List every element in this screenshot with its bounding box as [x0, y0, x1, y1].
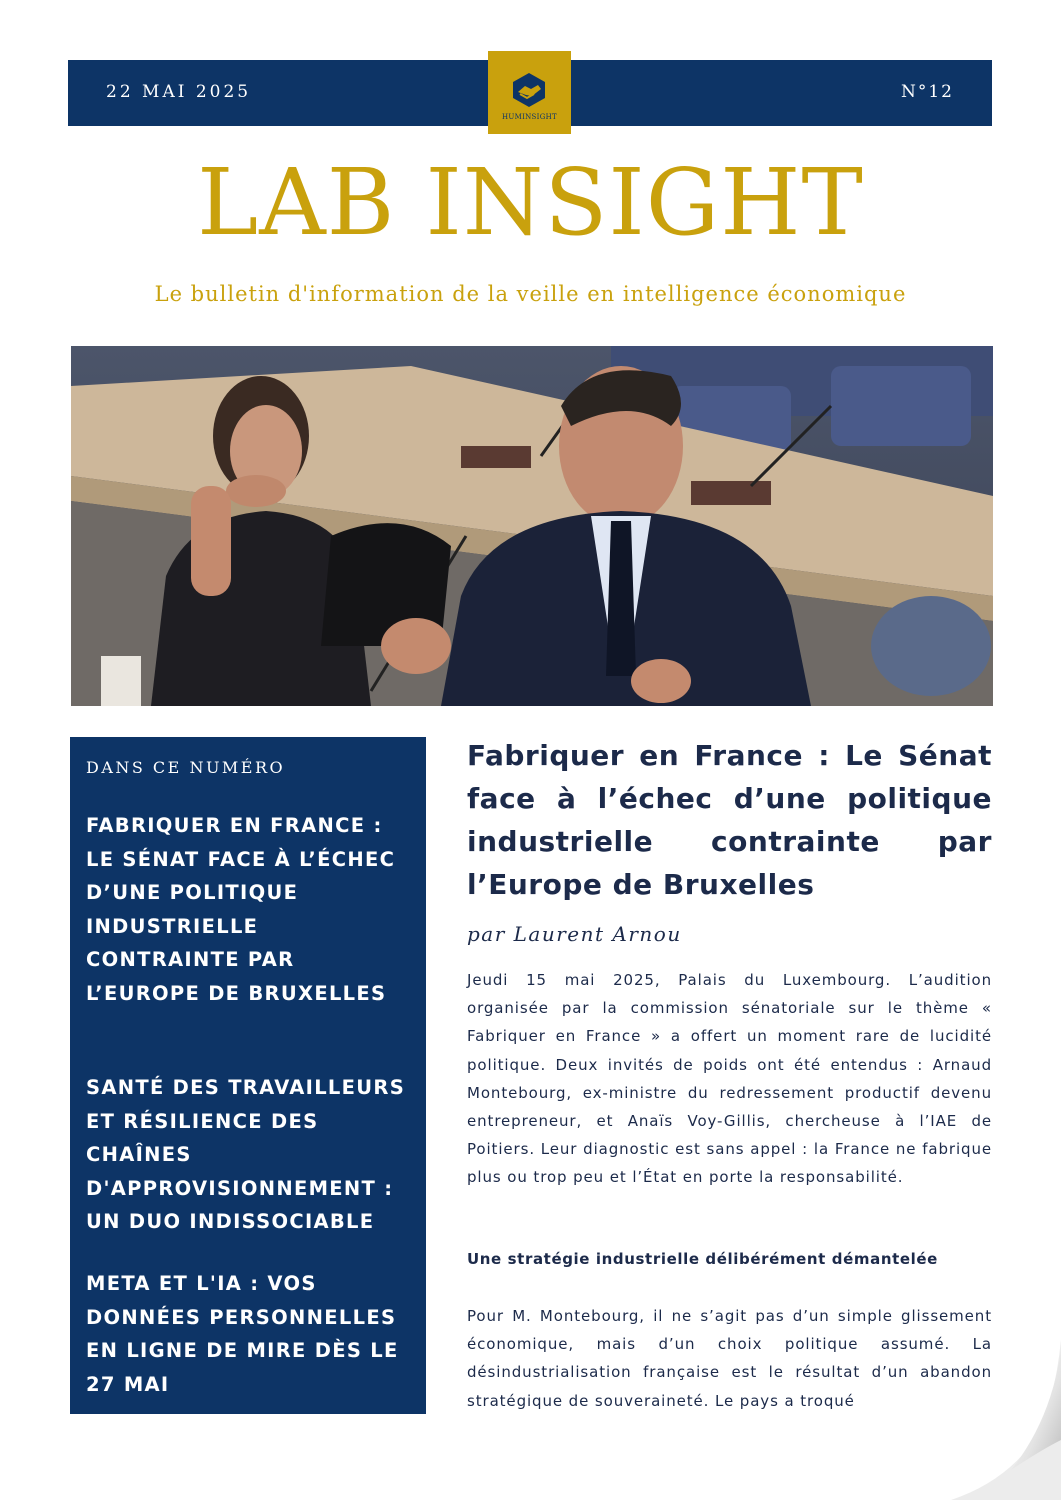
contents-sidebar [70, 737, 426, 1414]
issue-number: N°12 [900, 82, 954, 102]
logo-wordmark: HUMINSIGHT [502, 113, 557, 121]
contents-heading: DANS CE NUMÉRO [86, 758, 286, 777]
contents-item[interactable]: SANTÉ DES TRAVAILLEURS ET RÉSILIENCE DES CHAÎNES D'APPROVISIONNEMENT : UN DUO INDISSOCIABLE [86, 1076, 406, 1233]
article-paragraph: Jeudi 15 mai 2025, Palais du Luxembourg. L’audition organisée par la commission sénatoriale sur le thème « Fabriquer en France » a offert un moment rare de lucidité politique. Deux invités de poids ont été entendus : Arnaud Montebourg, ex-ministre du redressement productif devenu entrepreneur, et Anaïs Voy-Gillis, chercheuse à l’IAE de Poitiers. Leur diagnostic est sans appel : la France ne fabrique plus ou trop peu et l’État en porte la responsabilité. [467, 971, 992, 1187]
hero-photo [71, 346, 993, 706]
huminsight-logo [488, 51, 571, 134]
article-subheading: Une stratégie industrielle délibérément démantelée [467, 1250, 938, 1268]
newsletter-title: LAB INSIGHT [197, 149, 864, 256]
contents-item[interactable]: META ET L'IA : VOS DONNÉES PERSONNELLES EN LIGNE DE MIRE DÈS LE 27 MAI [86, 1272, 399, 1396]
newsletter-subtitle: Le bulletin d'information de la veille en intelligence économique [154, 282, 907, 306]
article-headline: Fabriquer en France : Le Sénat face à l’échec d’une politique industrielle contrainte par l’Europe de Bruxelles [467, 739, 992, 901]
handshake-icon [510, 71, 548, 109]
issue-date: 22 MAI 2025 [106, 82, 252, 102]
page-curl [951, 1340, 1061, 1500]
article-paragraph: Pour M. Montebourg, il ne s’agit pas d’un simple glissement économique, mais d’un choix politique assumé. La désindustrialisation française est le résultat d’un abandon stratégique de souveraineté. Le pays a troqué [467, 1307, 992, 1410]
article-byline: par Laurent Arnou [467, 922, 682, 946]
contents-item[interactable]: FABRIQUER EN FRANCE : LE SÉNAT FACE À L’ÉCHEC D’UNE POLITIQUE INDUSTRIELLE CONTRAINTE PAR L’EUROPE DE BRUXELLES [86, 814, 396, 1005]
